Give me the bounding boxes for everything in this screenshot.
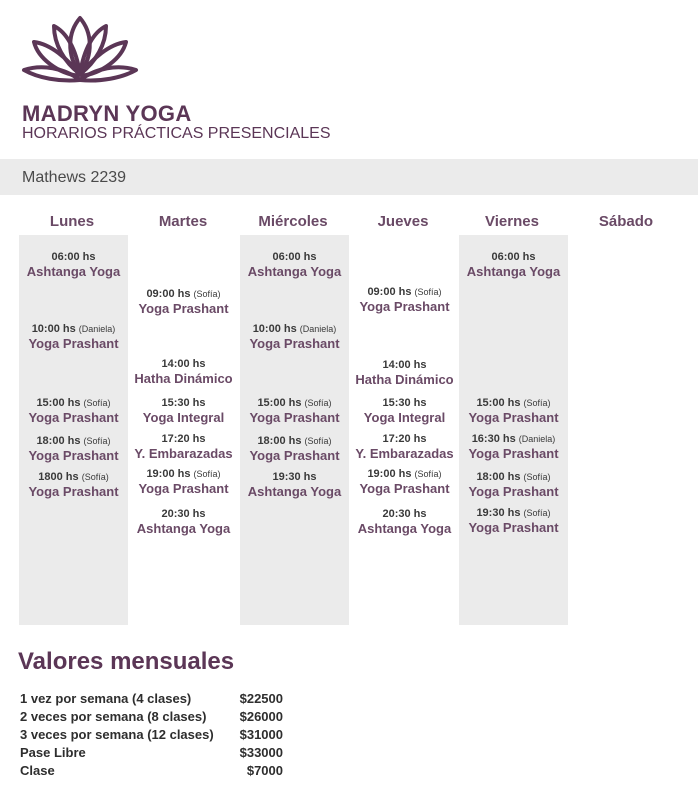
slot-class: Yoga Prashant bbox=[28, 410, 119, 425]
price-row bbox=[20, 691, 285, 709]
slot-time-text: 19:00 hs bbox=[367, 468, 412, 480]
price-row bbox=[20, 709, 285, 727]
slot-class: Yoga Prashant bbox=[28, 448, 119, 463]
address-bar bbox=[0, 159, 698, 195]
slot-instructor: (Daniela) bbox=[299, 324, 337, 334]
class-slot bbox=[459, 397, 568, 425]
schedule-column-sabado bbox=[572, 235, 681, 625]
price-value: $31000 bbox=[239, 727, 283, 742]
slot-time bbox=[350, 397, 459, 410]
slot-time bbox=[129, 288, 238, 301]
slot-time bbox=[240, 435, 349, 448]
slot-class: Y. Embarazadas bbox=[134, 446, 233, 461]
slot-time-text: 15:30 hs bbox=[161, 397, 206, 409]
slot-class: Yoga Prashant bbox=[28, 484, 119, 499]
slot-time bbox=[129, 468, 238, 481]
slot-time bbox=[129, 397, 238, 410]
slot-time-text: 15:00 hs bbox=[476, 397, 521, 409]
class-slot bbox=[129, 358, 238, 386]
class-slot bbox=[459, 433, 568, 461]
slot-time-text: 1800 hs bbox=[38, 471, 79, 483]
slot-instructor: (Sofía) bbox=[304, 436, 332, 446]
slot-instructor: (Sofía) bbox=[523, 398, 551, 408]
class-slot bbox=[350, 286, 459, 314]
slot-class: Yoga Integral bbox=[142, 410, 225, 425]
class-slot bbox=[129, 288, 238, 316]
class-slot bbox=[350, 433, 459, 461]
class-slot bbox=[240, 323, 349, 351]
price-value: $33000 bbox=[239, 745, 283, 760]
day-header-miercoles: Miércoles bbox=[258, 213, 328, 230]
slot-time bbox=[459, 433, 568, 446]
class-slot bbox=[350, 508, 459, 536]
slot-time bbox=[19, 397, 128, 410]
class-slot bbox=[240, 435, 349, 463]
slot-instructor: (Sofía) bbox=[193, 289, 221, 299]
slot-time bbox=[350, 468, 459, 481]
slot-time-text: 15:00 hs bbox=[36, 397, 81, 409]
slot-class: Yoga Integral bbox=[363, 410, 446, 425]
schedule-column-miercoles bbox=[240, 235, 349, 625]
slot-class: Ashtanga Yoga bbox=[136, 521, 231, 536]
slot-time-text: 15:00 hs bbox=[257, 397, 302, 409]
class-slot bbox=[129, 508, 238, 536]
slot-time bbox=[240, 397, 349, 410]
slot-class: Yoga Prashant bbox=[359, 481, 450, 496]
slot-time bbox=[240, 251, 349, 264]
slot-time bbox=[350, 508, 459, 521]
slot-time bbox=[129, 433, 238, 446]
slot-time-text: 17:20 hs bbox=[161, 433, 206, 445]
class-slot bbox=[19, 251, 128, 279]
slot-time bbox=[459, 471, 568, 484]
class-slot bbox=[459, 251, 568, 279]
class-slot bbox=[350, 397, 459, 425]
address-text: Mathews 2239 bbox=[22, 169, 127, 186]
class-slot bbox=[19, 435, 128, 463]
slot-time bbox=[129, 508, 238, 521]
slot-time bbox=[459, 397, 568, 410]
class-slot bbox=[350, 359, 459, 387]
slot-time-text: 06:00 hs bbox=[51, 251, 96, 263]
slot-time-text: 09:00 hs bbox=[146, 288, 191, 300]
page-subtitle: HORARIOS PRÁCTICAS PRESENCIALES bbox=[22, 125, 331, 142]
slot-class: Yoga Prashant bbox=[468, 446, 559, 461]
slot-class: Hatha Dinámico bbox=[134, 371, 233, 386]
price-label: 3 veces por semana (12 clases) bbox=[20, 727, 214, 742]
slot-time-text: 16:30 hs bbox=[471, 433, 516, 445]
slot-instructor: (Sofía) bbox=[414, 287, 442, 297]
class-slot bbox=[350, 468, 459, 496]
slot-time bbox=[459, 507, 568, 520]
class-slot bbox=[19, 397, 128, 425]
slot-time-text: 15:30 hs bbox=[382, 397, 427, 409]
price-label: 2 veces por semana (8 clases) bbox=[20, 709, 207, 724]
slot-class: Ashtanga Yoga bbox=[26, 264, 121, 279]
slot-time bbox=[459, 251, 568, 264]
price-value: $26000 bbox=[239, 709, 283, 724]
slot-time bbox=[350, 433, 459, 446]
class-slot bbox=[240, 471, 349, 499]
slot-class: Hatha Dinámico bbox=[355, 372, 454, 387]
slot-instructor: (Daniela) bbox=[518, 434, 556, 444]
slot-time-text: 14:00 hs bbox=[161, 358, 206, 370]
slot-time bbox=[19, 435, 128, 448]
slot-class: Yoga Prashant bbox=[359, 299, 450, 314]
slot-instructor: (Sofía) bbox=[304, 398, 332, 408]
slot-time-text: 18:00 hs bbox=[36, 435, 81, 447]
slot-time-text: 20:30 hs bbox=[161, 508, 206, 520]
price-label: 1 vez por semana (4 clases) bbox=[20, 691, 192, 706]
price-label: Clase bbox=[20, 763, 55, 778]
schedule-column-martes bbox=[129, 235, 238, 625]
slot-time bbox=[240, 471, 349, 484]
slot-class: Yoga Prashant bbox=[468, 520, 559, 535]
day-header-sabado: Sábado bbox=[598, 213, 654, 230]
class-slot bbox=[129, 433, 238, 461]
slot-time-text: 19:00 hs bbox=[146, 468, 191, 480]
slot-class: Yoga Prashant bbox=[468, 410, 559, 425]
day-header-martes: Martes bbox=[158, 213, 208, 230]
class-slot bbox=[240, 251, 349, 279]
slot-time bbox=[350, 359, 459, 372]
price-value: $22500 bbox=[239, 691, 283, 706]
class-slot bbox=[129, 397, 238, 425]
slot-class: Yoga Prashant bbox=[138, 301, 229, 316]
day-header-viernes: Viernes bbox=[485, 213, 539, 230]
schedule-column-viernes bbox=[459, 235, 568, 625]
price-row bbox=[20, 745, 285, 763]
slot-class: Yoga Prashant bbox=[249, 410, 340, 425]
schedule-column-lunes bbox=[19, 235, 128, 625]
slot-time-text: 14:00 hs bbox=[382, 359, 427, 371]
slot-time bbox=[240, 323, 349, 336]
slot-instructor: (Sofía) bbox=[83, 436, 111, 446]
slot-class: Y. Embarazadas bbox=[355, 446, 454, 461]
schedule-column-jueves bbox=[350, 235, 459, 625]
slot-class: Ashtanga Yoga bbox=[247, 264, 342, 279]
slot-time-text: 18:00 hs bbox=[257, 435, 302, 447]
slot-class: Yoga Prashant bbox=[28, 336, 119, 351]
slot-time-text: 06:00 hs bbox=[272, 251, 317, 263]
slot-instructor: (Daniela) bbox=[78, 324, 116, 334]
slot-class: Ashtanga Yoga bbox=[247, 484, 342, 499]
prices-title: Valores mensuales bbox=[18, 648, 235, 675]
slot-time bbox=[19, 251, 128, 264]
slot-instructor: (Sofía) bbox=[193, 469, 221, 479]
price-label: Pase Libre bbox=[20, 745, 86, 760]
price-value: $7000 bbox=[246, 763, 283, 778]
slot-class: Yoga Prashant bbox=[138, 481, 229, 496]
day-header-lunes: Lunes bbox=[49, 213, 95, 230]
slot-time-text: 19:30 hs bbox=[272, 471, 317, 483]
price-row bbox=[20, 763, 285, 781]
slot-time-text: 09:00 hs bbox=[367, 286, 412, 298]
slot-time-text: 18:00 hs bbox=[476, 471, 521, 483]
slot-instructor: (Sofía) bbox=[523, 472, 551, 482]
class-slot bbox=[19, 323, 128, 351]
slot-time bbox=[19, 323, 128, 336]
slot-time-text: 17:20 hs bbox=[382, 433, 427, 445]
slot-instructor: (Sofía) bbox=[81, 472, 109, 482]
slot-time-text: 10:00 hs bbox=[31, 323, 76, 335]
lotus-logo bbox=[20, 10, 140, 86]
slot-time bbox=[129, 358, 238, 371]
slot-time bbox=[19, 471, 128, 484]
slot-instructor: (Sofía) bbox=[414, 469, 442, 479]
brand-title: MADRYN YOGA bbox=[22, 101, 192, 126]
slot-time-text: 10:00 hs bbox=[252, 323, 297, 335]
class-slot bbox=[240, 397, 349, 425]
slot-class: Yoga Prashant bbox=[468, 484, 559, 499]
slot-time-text: 20:30 hs bbox=[382, 508, 427, 520]
class-slot bbox=[459, 471, 568, 499]
class-slot bbox=[459, 507, 568, 535]
day-header-jueves: Jueves bbox=[377, 213, 429, 230]
class-slot bbox=[19, 471, 128, 499]
slot-time-text: 19:30 hs bbox=[476, 507, 521, 519]
slot-class: Ashtanga Yoga bbox=[466, 264, 561, 279]
price-row bbox=[20, 727, 285, 745]
slot-instructor: (Sofía) bbox=[523, 508, 551, 518]
class-slot bbox=[129, 468, 238, 496]
slot-class: Yoga Prashant bbox=[249, 448, 340, 463]
slot-class: Yoga Prashant bbox=[249, 336, 340, 351]
slot-class: Ashtanga Yoga bbox=[357, 521, 452, 536]
slot-time bbox=[350, 286, 459, 299]
slot-instructor: (Sofía) bbox=[83, 398, 111, 408]
slot-time-text: 06:00 hs bbox=[491, 251, 536, 263]
